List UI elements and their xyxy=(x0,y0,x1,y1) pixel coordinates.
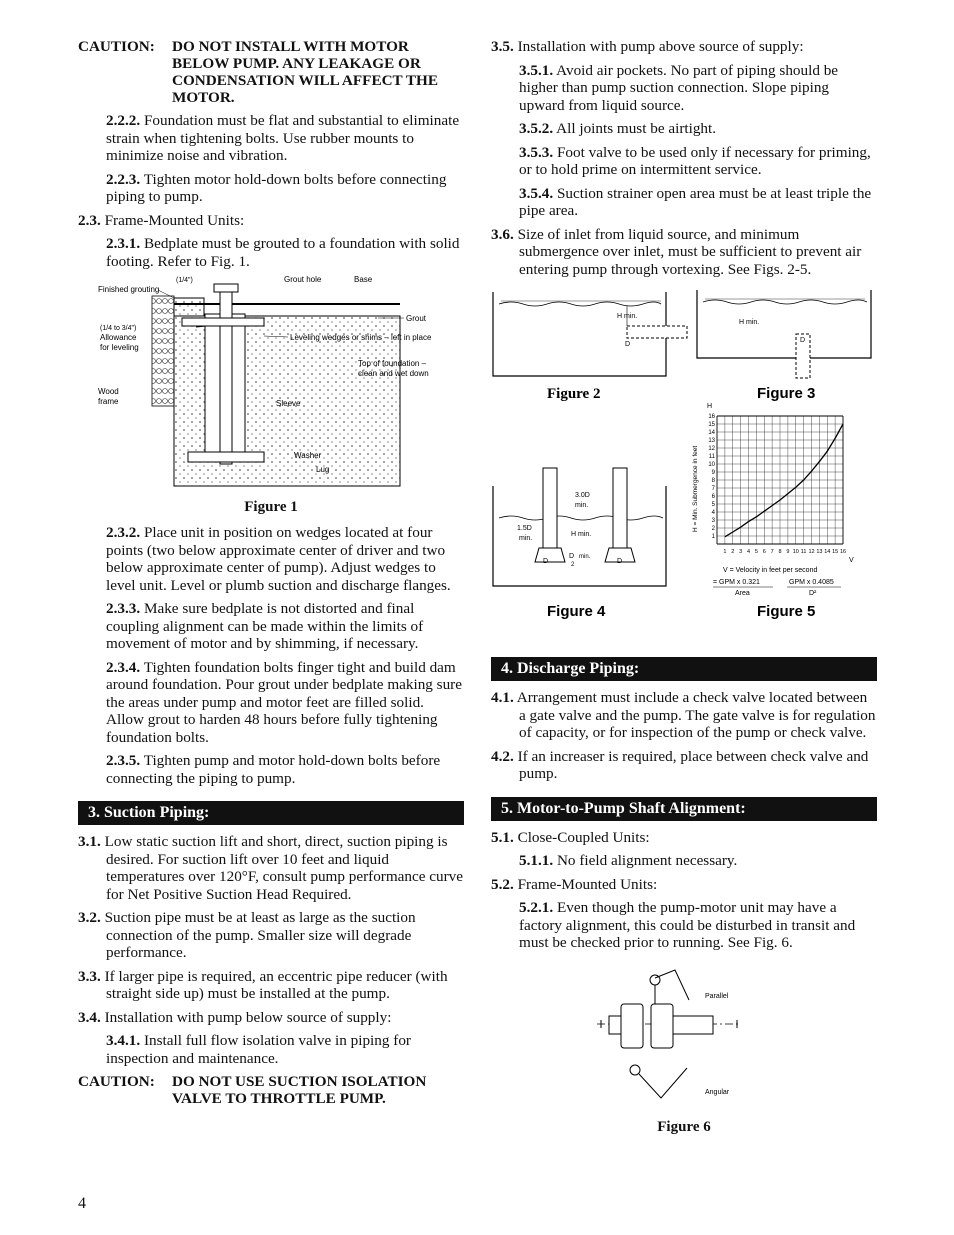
para-4-2: 4.2. If an increaser is required, place between check valve and pump. xyxy=(491,747,869,782)
y-tick-label: 11 xyxy=(708,454,715,460)
para-5-1-1: 5.1.1. No field alignment necessary. xyxy=(519,852,738,869)
caution-throttle xyxy=(78,1073,464,1107)
page-number: 4 xyxy=(78,1195,86,1212)
y-tick-label: 4 xyxy=(711,510,715,516)
para-3-3: 3.3. If larger pipe is required, an eccentric pipe reducer (with straight side up) must be installed at the pump. xyxy=(78,967,448,1002)
para-3-4: 3.4. Installation with pump below source of supply: xyxy=(78,1008,392,1026)
y-tick-label: 5 xyxy=(711,502,715,508)
svg-text:2: 2 xyxy=(571,562,575,568)
svg-text:Lug: Lug xyxy=(316,465,330,474)
section-3-heading: 3. Suction Piping: xyxy=(78,801,464,825)
svg-text:Wood: Wood xyxy=(98,387,119,396)
para-3-4-1: 3.4.1. Install full flow isolation valve in piping for inspection and maintenance. xyxy=(106,1032,411,1067)
para-2-3-1: 2.3.1. Bedplate must be grouted to a foundation with solid footing. Refer to Fig. 1. xyxy=(106,235,460,270)
y-tick-label: 10 xyxy=(708,462,715,468)
x-tick-label: 1 xyxy=(723,549,727,555)
x-tick-label: 15 xyxy=(832,549,839,555)
para-3-5-1: 3.5.1. Avoid air pockets. No part of piping should be higher than pump suction connection. Slope piping upward from liquid source. xyxy=(519,61,839,114)
para-2-3-4: 2.3.4. Tighten foundation bolts finger tight and build dam around foundation. Pour grout under bedplate making sure the areas under pump and motor feet are filled solid. Allow grout to harden 48 hours before fully tightening foundation bolts. xyxy=(106,658,462,746)
x-tick-label: 6 xyxy=(762,549,766,555)
para-2-3-5: 2.3.5. Tighten pump and motor hold-down bolts before connecting the piping to pump. xyxy=(106,752,441,787)
svg-text:3.0D: 3.0D xyxy=(575,492,590,499)
svg-text:Sleeve: Sleeve xyxy=(276,399,301,408)
y-tick-label: 14 xyxy=(708,430,715,436)
y-tick-label: 2 xyxy=(711,526,715,532)
y-tick-label: 6 xyxy=(711,494,715,500)
figure-1-diagram xyxy=(78,276,464,496)
svg-text:Parallel: Parallel xyxy=(705,992,729,1000)
svg-text:(1/4"): (1/4") xyxy=(176,277,193,284)
y-tick-label: 13 xyxy=(708,438,715,444)
svg-text:min.: min. xyxy=(575,502,589,509)
figure-3-caption: Figure 3 xyxy=(757,385,816,402)
left-column xyxy=(78,38,464,1113)
para-5-1: 5.1. Close-Coupled Units: xyxy=(491,828,650,846)
figure-4-diagram xyxy=(493,468,666,586)
caution-text: DO NOT USE SUCTION ISOLATION VALVE TO THROTTLE PUMP. xyxy=(172,1073,427,1107)
figure-3-diagram xyxy=(697,290,871,378)
svg-text:for leveling: for leveling xyxy=(100,343,139,352)
x-tick-label: 9 xyxy=(786,549,790,555)
caution-text: DO NOT INSTALL WITH MOTOR BELOW PUMP. ANY LEAKAGE OR CONDENSATION WILL AFFECT THE MOTOR. xyxy=(172,38,438,106)
formula-2-denominator: D² xyxy=(809,590,817,597)
svg-text:Grout hole: Grout hole xyxy=(284,276,322,284)
para-3-5-2: 3.5.2. All joints must be airtight. xyxy=(519,120,717,137)
figure-6-diagram xyxy=(491,958,877,1118)
para-4-1: 4.1. Arrangement must include a check valve located between a gate valve and the pump. The gate valve is for regulation of capacity, or for inspection of the pump or check valve. xyxy=(491,689,876,741)
svg-text:Grout: Grout xyxy=(406,314,427,323)
svg-text:Leveling wedges or shims – lef: Leveling wedges or shims – left in place xyxy=(290,333,432,342)
svg-text:clean and wet down: clean and wet down xyxy=(358,369,429,378)
para-3-5-4: 3.5.4. Suction strainer open area must be at least triple the pipe area. xyxy=(519,184,872,219)
x-tick-label: 13 xyxy=(816,549,823,555)
para-3-5: 3.5. Installation with pump above source of supply: xyxy=(491,38,804,55)
section-4-heading: 4. Discharge Piping: xyxy=(491,657,877,681)
svg-text:D: D xyxy=(617,558,623,565)
x-tick-label: 5 xyxy=(754,549,758,555)
y-tick-label: 1 xyxy=(711,534,715,540)
figure-5-caption: Figure 5 xyxy=(757,603,816,620)
y-tick-label: 3 xyxy=(711,518,715,524)
caution-motor xyxy=(78,38,464,106)
para-3-6: 3.6. Size of inlet from liquid source, and minimum submergence over inlet, must be sufficient to prevent air entering pump through vortexing. See Figs. 2-5. xyxy=(491,225,862,278)
formula-1: = GPM x 0.321 xyxy=(713,579,760,586)
x-tick-label: 11 xyxy=(800,549,807,555)
y-tick-label: 12 xyxy=(708,446,715,452)
svg-text:H min.: H min. xyxy=(739,319,760,326)
svg-text:D: D xyxy=(569,553,575,560)
caution-label: CAUTION: xyxy=(78,38,155,55)
para-5-2: 5.2. Frame-Mounted Units: xyxy=(491,875,658,893)
para-3-5-3: 3.5.3. Foot valve to be used only if necessary for priming, or to hold prime on intermittent service. xyxy=(519,143,871,178)
chart-y-title: H xyxy=(707,403,713,410)
x-tick-label: 2 xyxy=(731,549,735,555)
svg-text:Finished grouting: Finished grouting xyxy=(98,285,160,294)
y-tick-label: 8 xyxy=(711,478,715,484)
x-tick-label: 3 xyxy=(739,549,743,555)
svg-text:Allowance: Allowance xyxy=(100,333,137,342)
formula-2: GPM x 0.4085 xyxy=(789,579,834,586)
para-3-2: 3.2. Suction pipe must be at least as large as the suction connection of the pump. Smaller size will degrade performance. xyxy=(78,909,416,961)
para-2-3: 2.3. Frame-Mounted Units: xyxy=(78,211,245,229)
figure-2-diagram xyxy=(493,292,687,376)
x-tick-label: 14 xyxy=(824,549,831,555)
section-5-heading: 5. Motor-to-Pump Shaft Alignment: xyxy=(491,797,877,821)
svg-text:Angular: Angular xyxy=(705,1088,730,1096)
svg-text:D: D xyxy=(543,558,549,565)
formula-1-denominator: Area xyxy=(735,590,750,597)
x-tick-label: 10 xyxy=(792,549,799,555)
x-tick-label: 16 xyxy=(839,549,847,555)
x-tick-label: 12 xyxy=(808,549,815,555)
y-tick-label: 9 xyxy=(711,470,715,476)
para-2-2-3: 2.2.3. Tighten motor hold-down bolts before connecting piping to pump. xyxy=(106,170,447,205)
right-column xyxy=(491,38,877,1136)
figure-5-chart xyxy=(692,403,854,597)
svg-text:Washer: Washer xyxy=(294,451,322,460)
caution-label: CAUTION: xyxy=(78,1073,155,1090)
svg-text:D: D xyxy=(800,337,806,344)
svg-text:H min.: H min. xyxy=(617,313,638,320)
chart-x-title: V xyxy=(849,557,854,564)
x-tick-label: 4 xyxy=(746,549,751,555)
figures-2-5 xyxy=(491,286,877,646)
para-2-3-3: 2.3.3. Make sure bedplate is not distorted and final coupling alignment can be made within the limits of movement of motor and by shimming, if necessary. xyxy=(106,600,424,652)
svg-text:frame: frame xyxy=(98,397,119,406)
para-5-2-1: 5.2.1. Even though the pump-motor unit may have a factory alignment, this could be disturbed in transit and must be checked prior to running. See Fig. 6. xyxy=(519,899,856,951)
chart-xlabel: V = Velocity in feet per second xyxy=(723,567,818,574)
x-tick-label: 7 xyxy=(770,549,774,555)
figure-2-caption: Figure 2 xyxy=(547,386,601,402)
chart-ylabel: H = Min. Submergence in feet xyxy=(692,445,699,532)
y-tick-label: 7 xyxy=(711,486,715,492)
svg-text:Top of foundation –: Top of foundation – xyxy=(358,359,427,368)
y-tick-label: 16 xyxy=(708,414,715,420)
svg-text:1.5D: 1.5D xyxy=(517,525,532,532)
svg-text:min.: min. xyxy=(579,554,591,560)
y-tick-label: 15 xyxy=(708,422,715,428)
svg-text:(1/4 to 3/4"): (1/4 to 3/4") xyxy=(100,325,137,332)
figure-4-caption: Figure 4 xyxy=(547,603,606,620)
x-tick-label: 8 xyxy=(778,549,782,555)
para-2-3-2: 2.3.2. Place unit in position on wedges located at four points (two below approximate center of driver and two below approximate center of pump). Adjust wedges to level unit. Level or plumb suction and discharge flanges. xyxy=(106,524,451,594)
figure-6-caption: Figure 6 xyxy=(657,1118,711,1135)
svg-text:min.: min. xyxy=(519,535,533,542)
figure-1-caption: Figure 1 xyxy=(244,499,298,515)
svg-text:D: D xyxy=(625,341,631,348)
para-2-2-2: 2.2.2. Foundation must be flat and substantial to eliminate strain when tightening bolts. Use rubber mounts to minimize noise and vibration. xyxy=(106,112,460,164)
para-3-1: 3.1. Low static suction lift and short, direct, suction piping is desired. For suction lift over 10 feet and liquid temperatures over 120°F, consult pump performance curve for Net Positive Suction Head Required. xyxy=(78,833,464,903)
svg-text:Base: Base xyxy=(354,276,373,284)
svg-text:H min.: H min. xyxy=(571,531,592,538)
